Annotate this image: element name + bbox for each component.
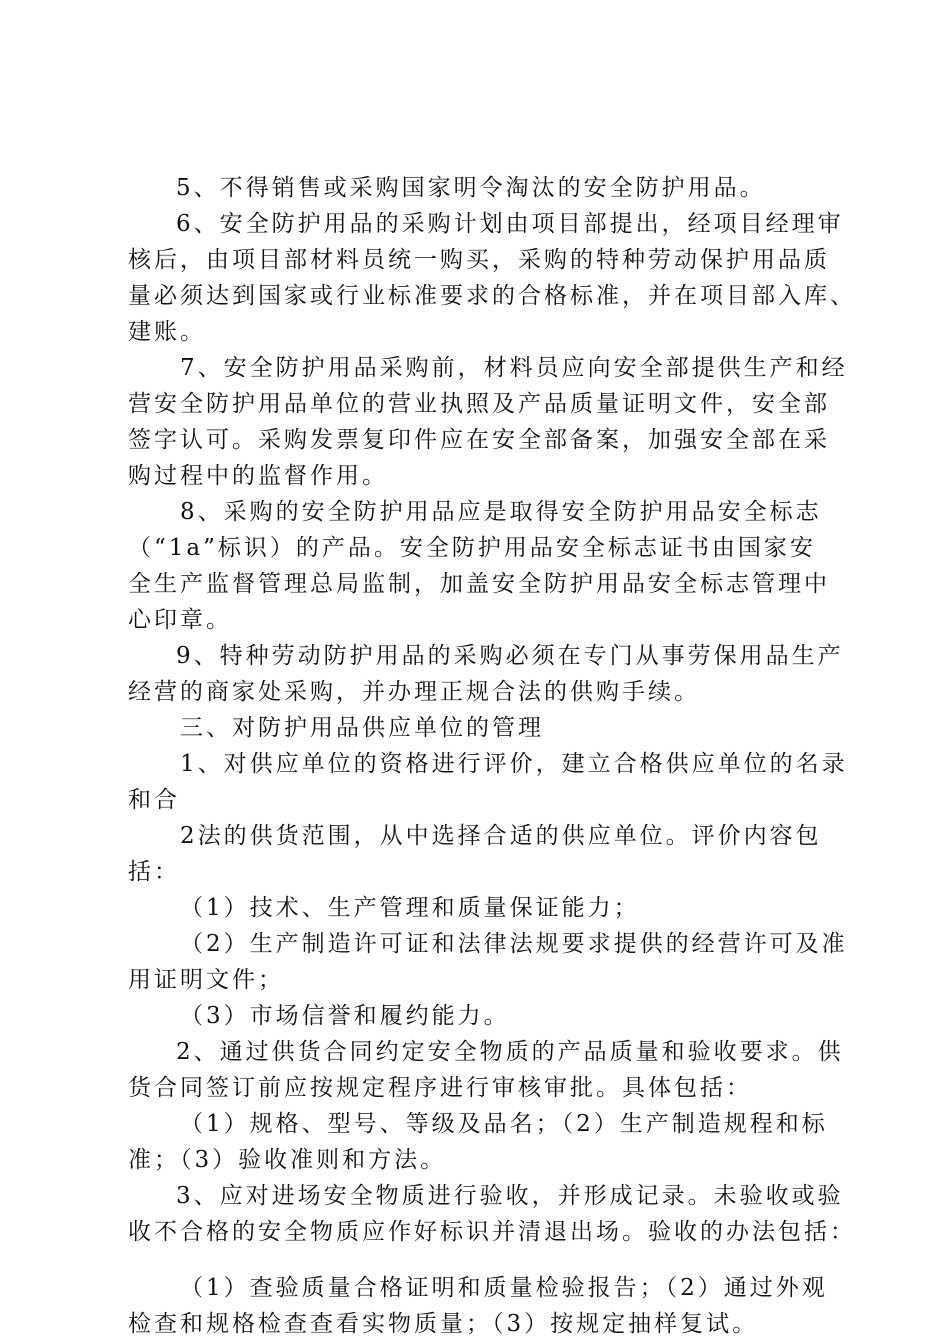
text-line: 货合同签订前应按规定程序进行审核审批。具体包括： [128, 1075, 752, 1101]
text-line: 购过程中的监督作用。 [128, 463, 388, 489]
text-line: （1）技术、生产管理和质量保证能力； [180, 895, 640, 921]
text-line: 准；（3）验收准则和方法。 [128, 1147, 447, 1173]
text-line: （3）市场信誉和履约能力。 [180, 1003, 510, 1029]
text-line: 括： [128, 859, 180, 885]
text-line: 营安全防护用品单位的营业执照及产品质量证明文件，安全部 [128, 391, 830, 417]
text-line: 5、不得销售或采购国家明令淘汰的安全防护用品。 [176, 175, 766, 201]
text-line: 收不合格的安全物质应作好标识并清退出场。验收的办法包括： [128, 1219, 856, 1245]
text-line: 签字认可。采购发票复印件应在安全部备案，加强安全部在采 [128, 427, 830, 453]
section-heading: 三、对防护用品供应单位的管理 [180, 715, 544, 741]
text-line: 量必须达到国家或行业标准要求的合格标准，并在项目部入库、 [128, 283, 856, 309]
text-line: 2、通过供货合同约定安全物质的产品质量和验收要求。供 [176, 1039, 844, 1065]
text-line: 3、应对进场安全物质进行验收，并形成记录。未验收或验 [176, 1183, 844, 1209]
text-line: 建账。 [128, 319, 206, 345]
text-line: 核后，由项目部材料员统一购买，采购的特种劳动保护用品质 [128, 247, 830, 273]
text-line: （“1a”标识）的产品。安全防护用品安全标志证书由国家安 [128, 535, 816, 561]
text-line: 用证明文件； [128, 967, 284, 993]
text-line: 7、安全防护用品采购前，材料员应向安全部提供生产和经 [180, 355, 848, 381]
text-line: （1）查验质量合格证明和质量检验报告；（2）通过外观 [180, 1275, 828, 1301]
text-line: 检查和规格检查查看实物质量；（3）按规定抽样复试。 [128, 1311, 759, 1337]
text-line: 全生产监督管理总局监制，加盖安全防护用品安全标志管理中 [128, 571, 830, 597]
text-line: 6、安全防护用品的采购计划由项目部提出，经项目经理审 [176, 211, 844, 237]
text-line: 经营的商家处采购，并办理正规合法的供购手续。 [128, 679, 700, 705]
text-line: 9、特种劳动防护用品的采购必须在专门从事劳保用品生产 [176, 643, 844, 669]
text-line: 和合 [128, 787, 180, 813]
text-line: 心印章。 [128, 607, 232, 633]
text-line: 1、对供应单位的资格进行评价，建立合格供应单位的名录 [180, 751, 848, 777]
text-line: （2）生产制造许可证和法律法规要求提供的经营许可及准 [180, 931, 848, 957]
text-line: 2法的供货范围，从中选择合适的供应单位。评价内容包 [180, 823, 822, 849]
text-line: （1）规格、型号、等级及品名；（2）生产制造规程和标 [180, 1111, 828, 1137]
text-line: 8、采购的安全防护用品应是取得安全防护用品安全标志 [180, 499, 822, 525]
